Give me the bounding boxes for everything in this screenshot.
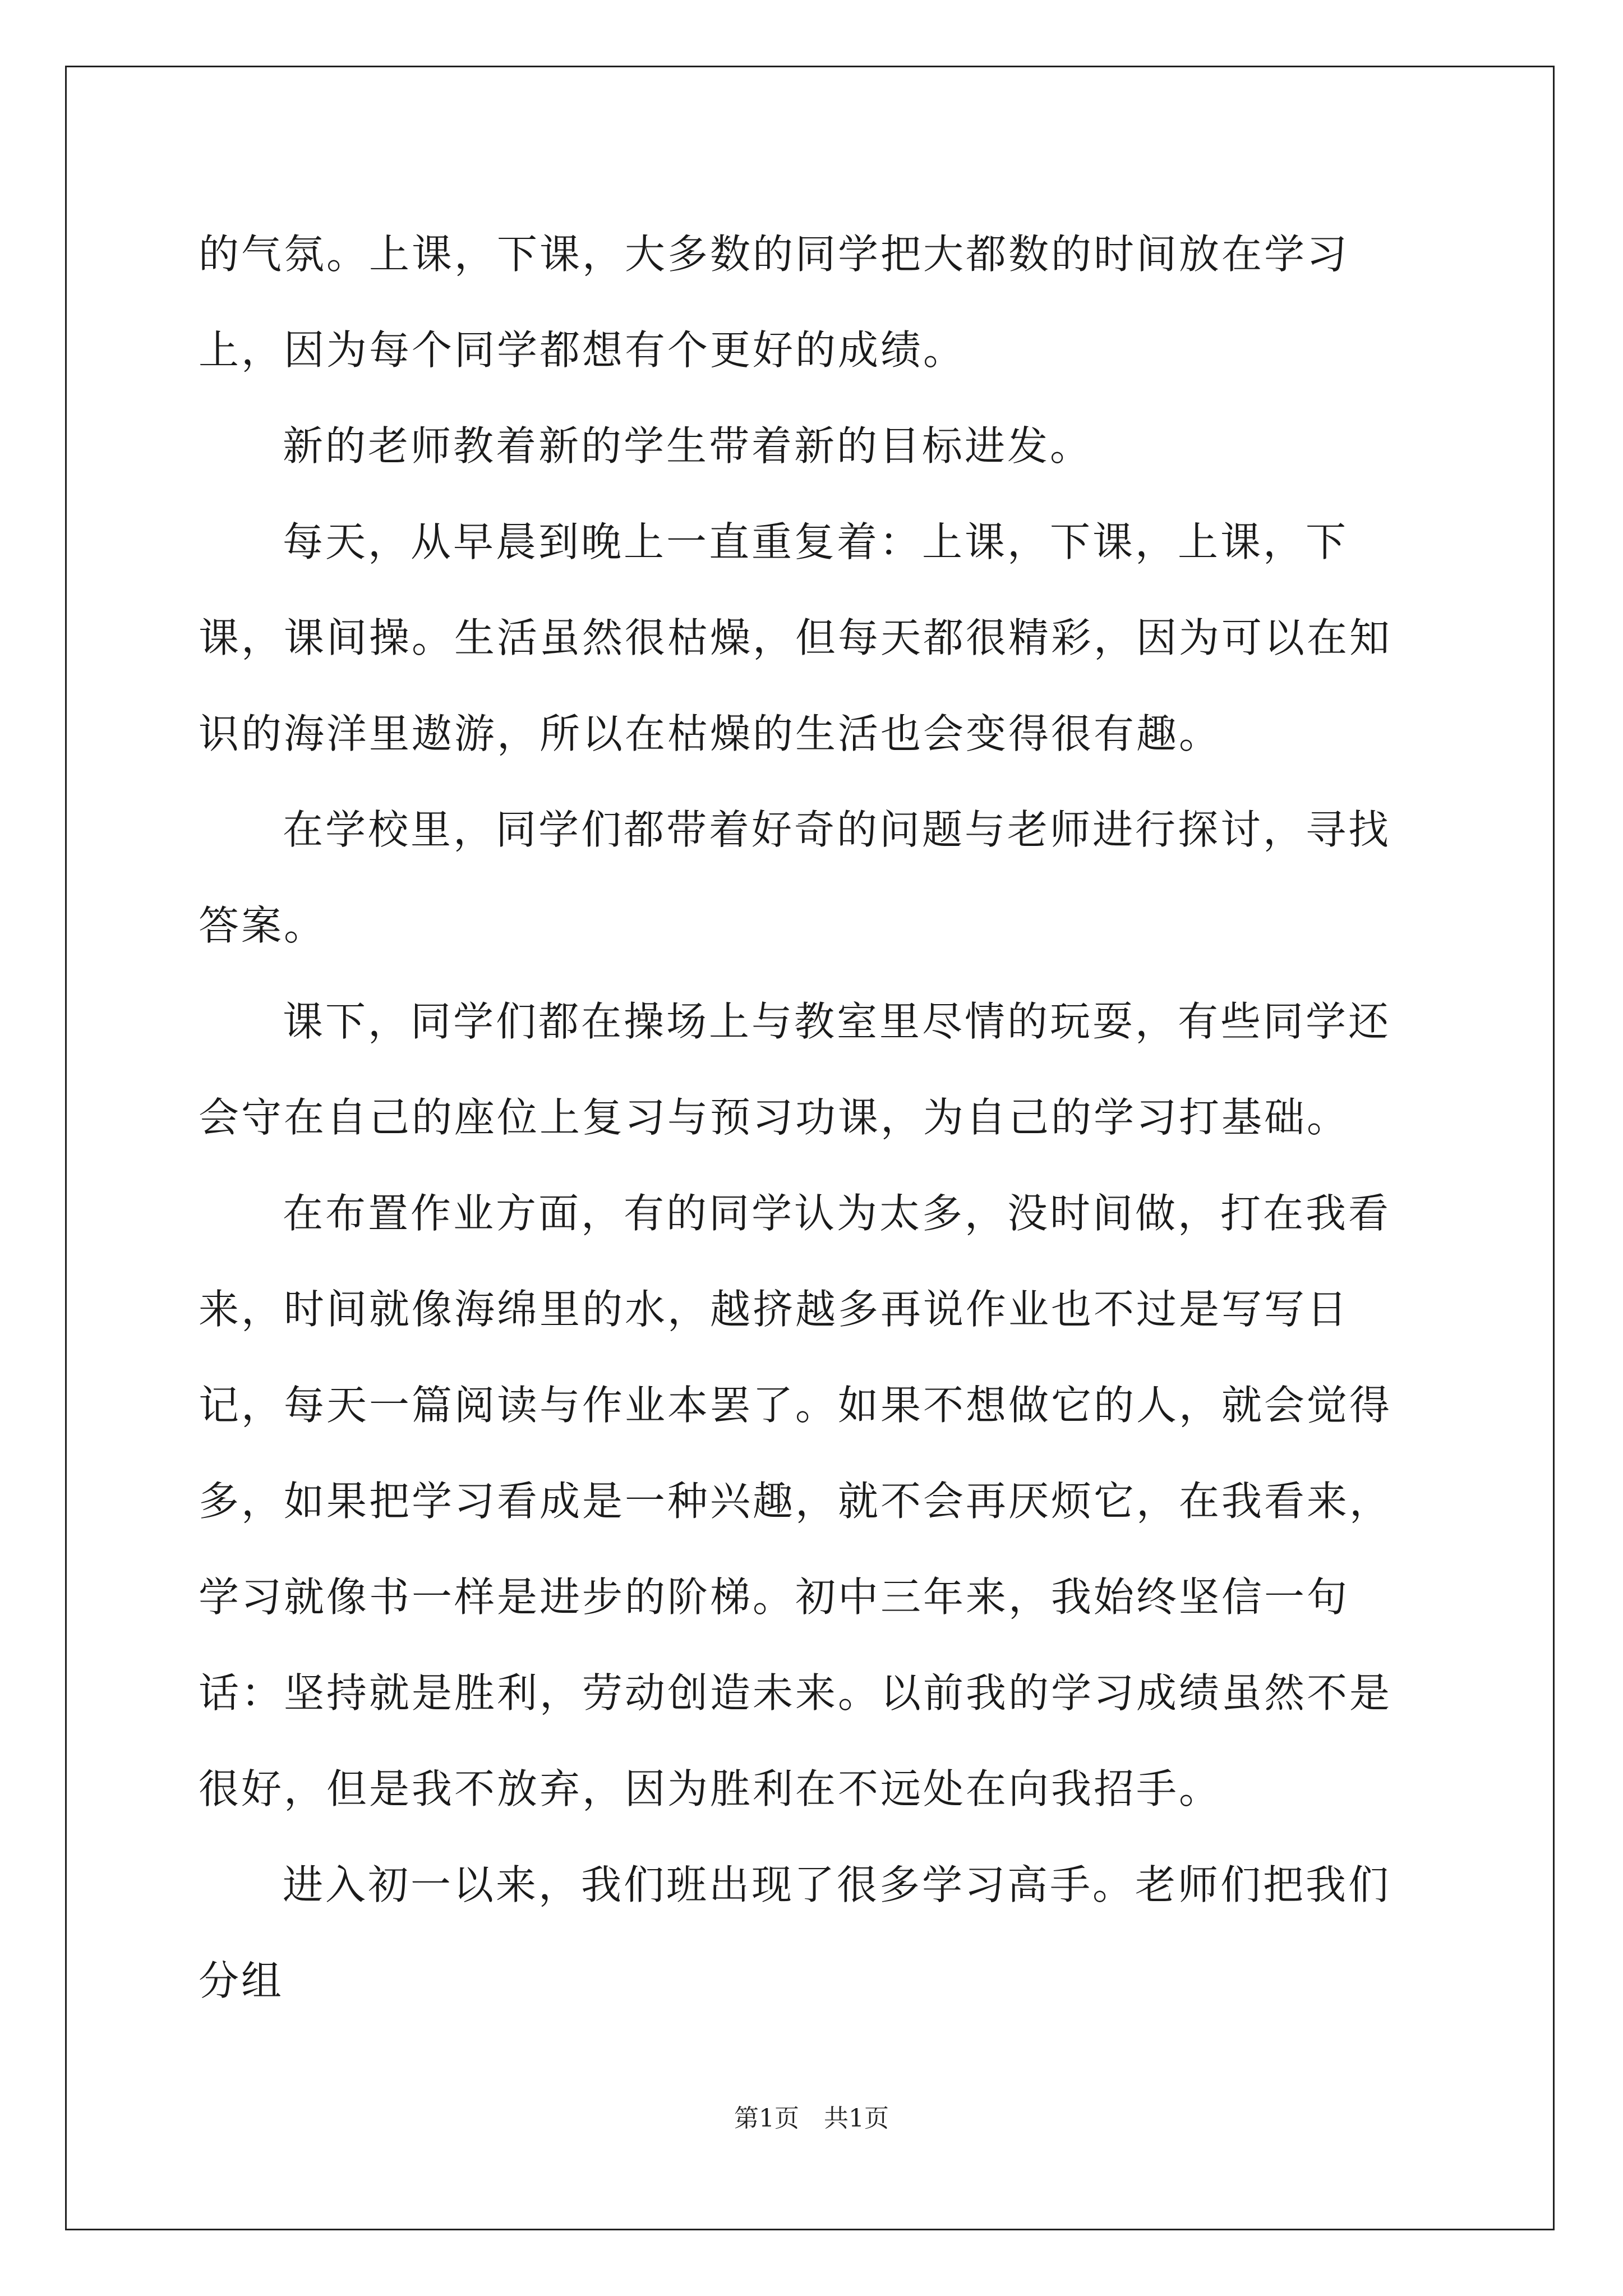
page-number-footer: 第1页 共1页: [734, 2104, 889, 2133]
paragraph: 在布置作业方面，有的同学认为太多，没时间做，打在我看来，时间就像海绵里的水，越挤越多再说作业也不过是写写日记，每天一篇阅读与作业本罢了。如果不想做它的人，就会觉得多，如果把学习看成是一种兴趣，就不会再厌烦它，在我看来，学习就像书一样是进步的阶梯。初中三年来，我始终坚信一句话：坚持就是胜利，劳动创造未来。以前我的学习成绩虽然不是很好，但是我不放弃，因为胜利在不远处在向我招手。: [199, 1190, 1393, 1812]
document-body: [199, 206, 1421, 2029]
paragraph: 的气氛。上课，下课，大多数的同学把大都数的时间放在学习上，因为每个同学都想有个更好的成绩。: [199, 231, 1350, 374]
paragraph: 每天，从早晨到晚上一直重复着：上课，下课，上课，下课，课间操。生活虽然很枯燥，但每天都很精彩，因为可以在知识的海洋里遨游，所以在枯燥的生活也会变得很有趣。: [199, 518, 1393, 757]
paragraph: 进入初一以来，我们班出现了很多学习高手。老师们把我们分组: [199, 1861, 1391, 2004]
paragraph: 课下，同学们都在操场上与教室里尽情的玩耍，有些同学还会守在自己的座位上复习与预习功课，为自己的学习打基础。: [199, 998, 1391, 1141]
paragraph: 新的老师教着新的学生带着新的目标进发。: [283, 422, 1093, 470]
paragraph: 在学校里，同学们都带着好奇的问题与老师进行探讨，寻找答案。: [199, 806, 1391, 949]
